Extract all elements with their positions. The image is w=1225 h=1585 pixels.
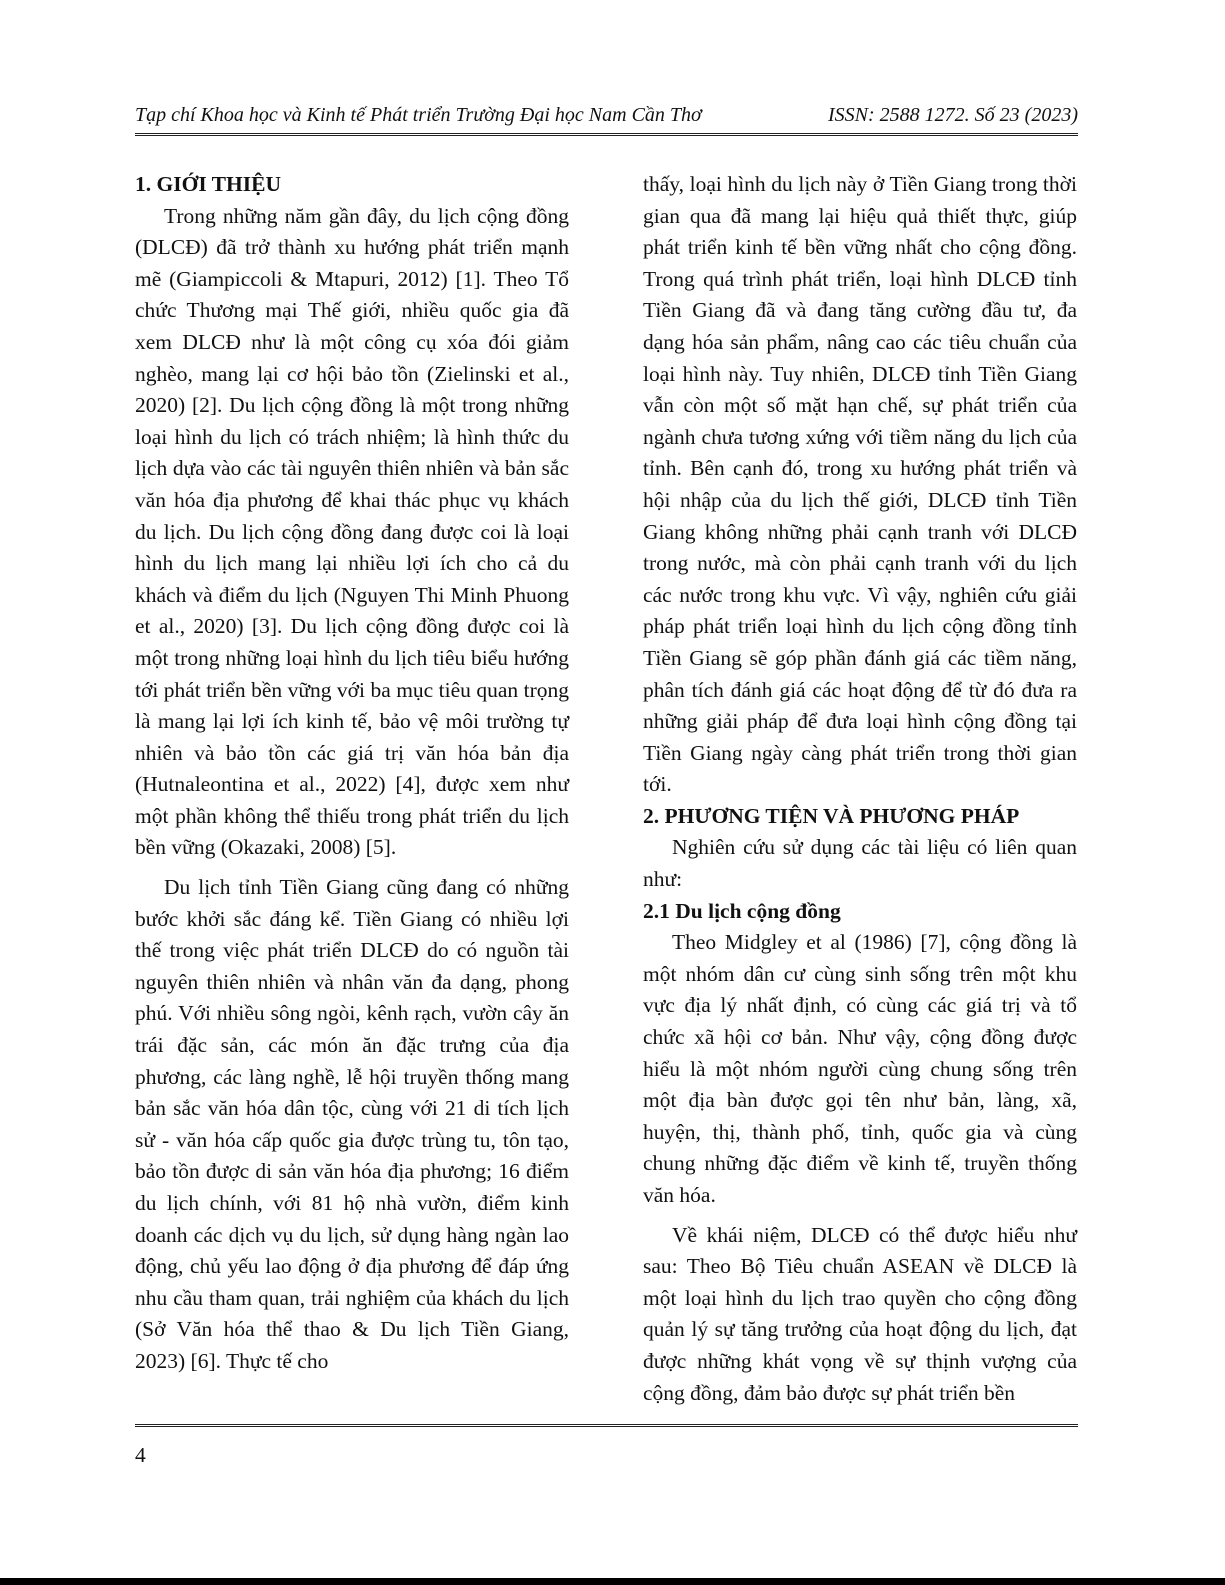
right-column: [643, 169, 1077, 1409]
issn-issue: ISSN: 2588 1272. Số 23 (2023): [828, 104, 1078, 126]
intro-paragraph-2-continued: thấy, loại hình du lịch này ở Tiền Giang trong thời gian qua đã mang lại hiệu quả thiết thực, giúp phát triển kinh tế bền vững nhất cho cộng đồng. Trong quá trình phát triển, loại hình DLCĐ tỉnh Tiền Giang đã và đang tăng cường đầu tư, đa dạng hóa sản phẩm, nâng cao các tiêu chuẩn của loại hình này. Tuy nhiên, DLCĐ tỉnh Tiền Giang vẫn còn một số mặt hạn chế, sự phát triển của ngành chưa tương xứng với tiềm năng du lịch của tỉnh. Bên cạnh đó, trong xu hướng phát triển và hội nhập của du lịch thế giới, DLCĐ tỉnh Tiền Giang không những phải cạnh tranh với DLCĐ trong nước, mà còn phải cạnh tranh với du lịch các nước trong khu vực. Vì vậy, nghiên cứu giải pháp phát triển loại hình du lịch cộng đồng tỉnh Tiền Giang sẽ góp phần đánh giá các tiềm năng, phân tích đánh giá các hoạt động để từ đó đưa ra những giải pháp để đưa loại hình cộng đồng tại Tiền Giang ngày càng phát triển trong thời gian tới.: [643, 172, 1077, 797]
footer-rule: [135, 1424, 1078, 1427]
header-rule: [135, 133, 1078, 136]
subsection-heading-community-tourism: 2.1 Du lịch cộng đồng: [643, 898, 841, 923]
paragraph-gap: [643, 1212, 1077, 1220]
intro-paragraph-2-start: Du lịch tỉnh Tiền Giang cũng đang có những bước khởi sắc đáng kể. Tiền Giang có nhiều lợi thế trong việc phát triển DLCĐ do có nguồn tài nguyên thiên nhiên và nhân văn đa dạng, phong phú. Với nhiều sông ngòi, kênh rạch, vườn cây ăn trái đặc sản, các món ăn đặc trưng của địa phương, các làng nghề, lễ hội truyền thống mang bản sắc văn hóa dân tộc, cùng với 21 di tích lịch sử - văn hóa cấp quốc gia được trùng tu, tôn tạo, bảo tồn được di sản văn hóa địa phương; 16 điểm du lịch chính, với 81 hộ nhà vườn, điểm kinh doanh các dịch vụ du lịch, sử dụng hàng ngàn lao động, chủ yếu lao động ở địa phương để đáp ứng nhu cầu tham quan, trải nghiệm của khách du lịch (Sở Văn hóa thể thao & Du lịch Tiền Giang, 2023) [6]. Thực tế cho: [135, 875, 569, 1373]
section-heading-introduction: 1. GIỚI THIỆU: [135, 172, 281, 196]
community-paragraph-1: Theo Midgley et al (1986) [7], cộng đồng là một nhóm dân cư cùng sinh sống trên một khu vực địa lý nhất định, có cùng các giá trị và tổ chức xã hội cơ bản. Như vậy, cộng đồng được hiểu là một nhóm người cùng chung sống trên một địa bàn được gọi tên như bản, làng, xã, huyện, thị, thành phố, tỉnh, quốc gia và cùng chung những đặc điểm về kinh tế, truyền thống văn hóa.: [643, 930, 1077, 1207]
journal-title: Tạp chí Khoa học và Kinh tế Phát triển Trường Đại học Nam Cần Thơ: [135, 104, 702, 126]
community-paragraph-2: Về khái niệm, DLCĐ có thể được hiểu như sau: Theo Bộ Tiêu chuẩn ASEAN về DLCĐ là một loại hình du lịch trao quyền cho cộng đồng quản lý sự tăng trưởng của hoạt động du lịch, đạt được những khát vọng về sự thịnh vượng của cộng đồng, đảm bảo được sự phát triển bền: [643, 1222, 1077, 1405]
paragraph-gap: [135, 864, 569, 872]
left-column: [135, 169, 569, 1378]
running-header: [135, 101, 1078, 129]
section-heading-methods: 2. PHƯƠNG TIỆN VÀ PHƯƠNG PHÁP: [643, 803, 1020, 828]
methods-intro-paragraph: Nghiên cứu sử dụng các tài liệu có liên quan như:: [643, 835, 1077, 892]
scan-edge-bar: [0, 1578, 1225, 1585]
page-number: 4: [135, 1443, 146, 1467]
intro-paragraph-1: Trong những năm gần đây, du lịch cộng đồng (DLCĐ) đã trở thành xu hướng phát triển mạnh mẽ (Giampiccoli & Mtapuri, 2012) [1]. Theo Tổ chức Thương mại Thế giới, nhiều quốc gia đã xem DLCĐ như là một công cụ xóa đói giảm nghèo, mang lại cơ hội bảo tồn (Zielinski et al., 2020) [2]. Du lịch cộng đồng là một trong những loại hình du lịch có trách nhiệm; là hình thức du lịch dựa vào các tài nguyên thiên nhiên và bản sắc văn hóa địa phương để khai thác phục vụ khách du lịch. Du lịch cộng đồng đang được coi là loại hình du lịch mang lại nhiều lợi ích cho cả du khách và điểm du lịch (Nguyen Thi Minh Phuong et al., 2020) [3]. Du lịch cộng đồng được coi là một trong những loại hình du lịch tiêu biểu hướng tới phát triển bền vững với ba mục tiêu quan trọng là mang lại lợi ích kinh tế, bảo vệ môi trường tự nhiên và bảo tồn các giá trị văn hóa bản địa (Hutnaleontina et al., 2022) [4], được xem như một phần không thể thiếu trong phát triển du lịch bền vững (Okazaki, 2008) [5].: [135, 203, 569, 860]
